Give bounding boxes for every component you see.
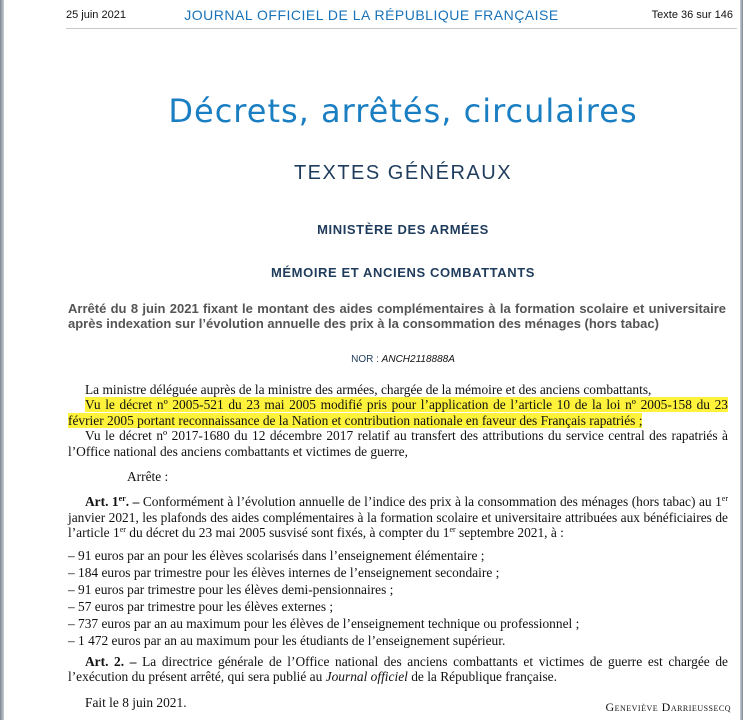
- list-item: – 91 euros par trimestre pour les élèves demi-pensionnaires ;: [68, 581, 394, 597]
- subministry-heading: MÉMOIRE ET ANCIENS COMBATTANTS: [270, 265, 536, 280]
- list-item: – 57 euros par trimestre pour les élèves externes ;: [68, 598, 334, 614]
- article-2: Art. 2. – La directrice générale de l’Office national des anciens combattants et victimes de guerre est chargée de l’exécution du présent arrêté, qui sera publié au Journal officiel de la République française.: [68, 654, 729, 685]
- signing-date: Fait le 8 juin 2021.: [85, 694, 187, 710]
- ministry-heading: MINISTÈRE DES ARMÉES: [317, 222, 489, 237]
- article-1-label: Art. 1er. –: [85, 494, 140, 510]
- article-2-label: Art. 2. –: [85, 654, 137, 670]
- arrete-title: Arrêté du 8 juin 2021 fixant le montant des aides complémentaires à la formation scolaire et universitaire après indexation sur l’évolution annuelle des prix à la consommation des ménages (hors tabac): [68, 301, 726, 331]
- article-1: Art. 1er. – Conformément à l’évolution annuelle de l’indice des prix à la consommation des ménages (hors tabac) au 1er janvier 2021, les plafonds des aides complémentaires à la formation scolaire et universitaire attribuées aux bénéficiaires de l’article 1er du décret du 23 mai 2005 susvisé sont fixés, à compter du 1er septembre 2021, à :: [68, 494, 729, 541]
- highlighted-text: Vu le décret nº 2005-521 du 23 mai 2005 modifié pris pour l’application de l’article 10 de la loi nº 2005-158 du 23 février 2005 portant reconnaissance de la Nation et contribution nationale en faveur des Français rapatriés ;: [68, 397, 728, 428]
- list-item: – 91 euros par an pour les élèves scolarisés dans l’enseignement élémentaire ;: [68, 547, 485, 563]
- list-item: – 1 472 euros par an au maximum pour les étudiants de l’enseignement supérieur.: [68, 632, 506, 648]
- section-title: TEXTES GÉNÉRAUX: [293, 162, 513, 184]
- nor-reference: [0, 354, 743, 365]
- arrete-word: Arrête :: [127, 469, 169, 485]
- header-journal-title: JOURNAL OFFICIEL DE LA RÉPUBLIQUE FRANÇAISE: [184, 7, 559, 23]
- header-date: 25 juin 2021: [66, 9, 126, 21]
- list-item: – 184 euros par trimestre pour les élèves internes de l’enseignement secondaire ;: [68, 564, 500, 580]
- nor-code: ANCH2118888A: [381, 354, 455, 365]
- preamble-paragraph: La ministre déléguée auprès de la ministre des armées, chargée de la mémoire et des anciens combattants,: [85, 382, 652, 397]
- list-item: – 737 euros par an au maximum pour les élèves de l’enseignement technique ou professionnel ;: [68, 615, 580, 631]
- signature: Geneviève Darrieussecq: [605, 700, 731, 714]
- page-title: Décrets, arrêtés, circulaires: [168, 92, 638, 130]
- amounts-list: [68, 548, 728, 648]
- nor-label: NOR :: [351, 354, 379, 365]
- document-body: [68, 382, 728, 710]
- vu-paragraph-highlighted: [68, 397, 728, 428]
- header-text-number: Texte 36 sur 146: [651, 9, 733, 21]
- header-divider: [66, 28, 737, 29]
- vu-paragraph: Vu le décret nº 2017-1680 du 12 décembre 2017 relatif au transfert des attributions du service central des rapatriés à l’Office national des anciens combattants et victimes de guerre,: [68, 428, 728, 459]
